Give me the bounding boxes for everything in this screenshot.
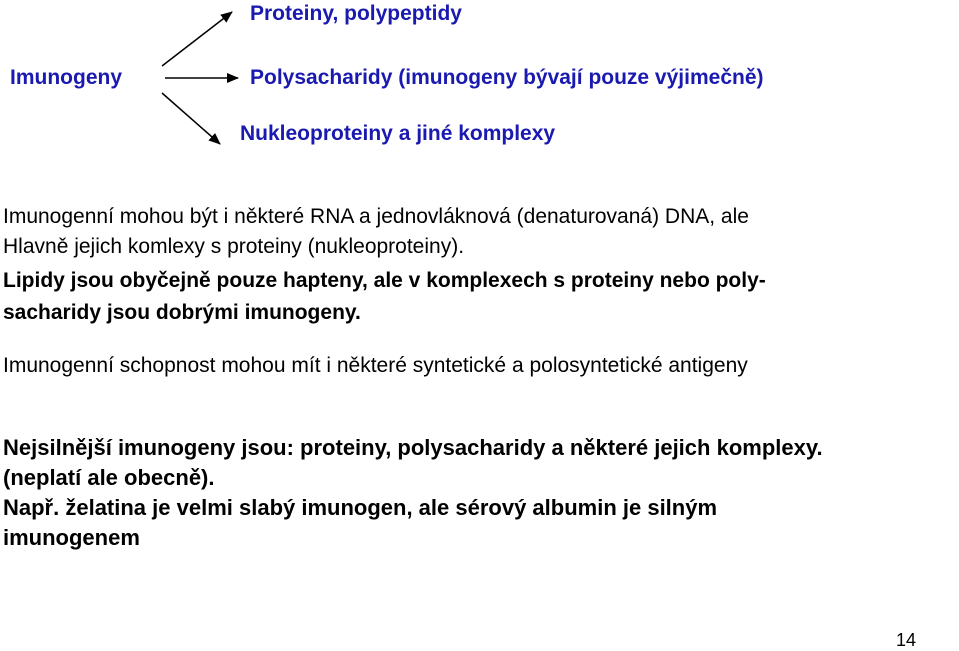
arrow-to-nucleoproteins	[162, 93, 220, 144]
paragraph3-line4: imunogenem	[3, 525, 140, 550]
page-number: 14	[896, 630, 917, 650]
arrow-to-proteins	[162, 12, 232, 66]
paragraph3-line2: (neplatí ale obecně).	[3, 465, 215, 490]
paragraph3-line1: Nejsilnější imunogeny jsou: proteiny, polysacharidy a některé jejich komplexy.	[3, 435, 823, 460]
target-label-polysaccharides: Polysacharidy (imunogeny bývají pouze výjimečně)	[250, 66, 764, 89]
paragraph3-line3: Např. želatina je velmi slabý imunogen, ale sérový albumin je silným	[3, 495, 718, 520]
paragraph1-line1: Imunogenní mohou být i některé RNA a jednovláknová (denaturovaná) DNA, ale	[3, 205, 749, 228]
paragraph2-text: Imunogenní schopnost mohou mít i některé syntetické a polosyntetické antigeny	[3, 354, 748, 377]
target-label-nucleoproteins: Nukleoproteiny a jiné komplexy	[240, 122, 556, 145]
source-label: Imunogeny	[10, 66, 123, 89]
paragraph1-line2: Hlavně jejich komlexy s proteiny (nukleoproteiny).	[3, 235, 465, 258]
paragraph1-line3: Lipidy jsou obyčejně pouze hapteny, ale v komplexech s proteiny nebo poly-	[3, 269, 766, 292]
paragraph1-line4: sacharidy jsou dobrými imunogeny.	[3, 301, 361, 324]
target-label-proteins: Proteiny, polypeptidy	[250, 2, 462, 25]
diagram-arrows	[0, 0, 959, 160]
